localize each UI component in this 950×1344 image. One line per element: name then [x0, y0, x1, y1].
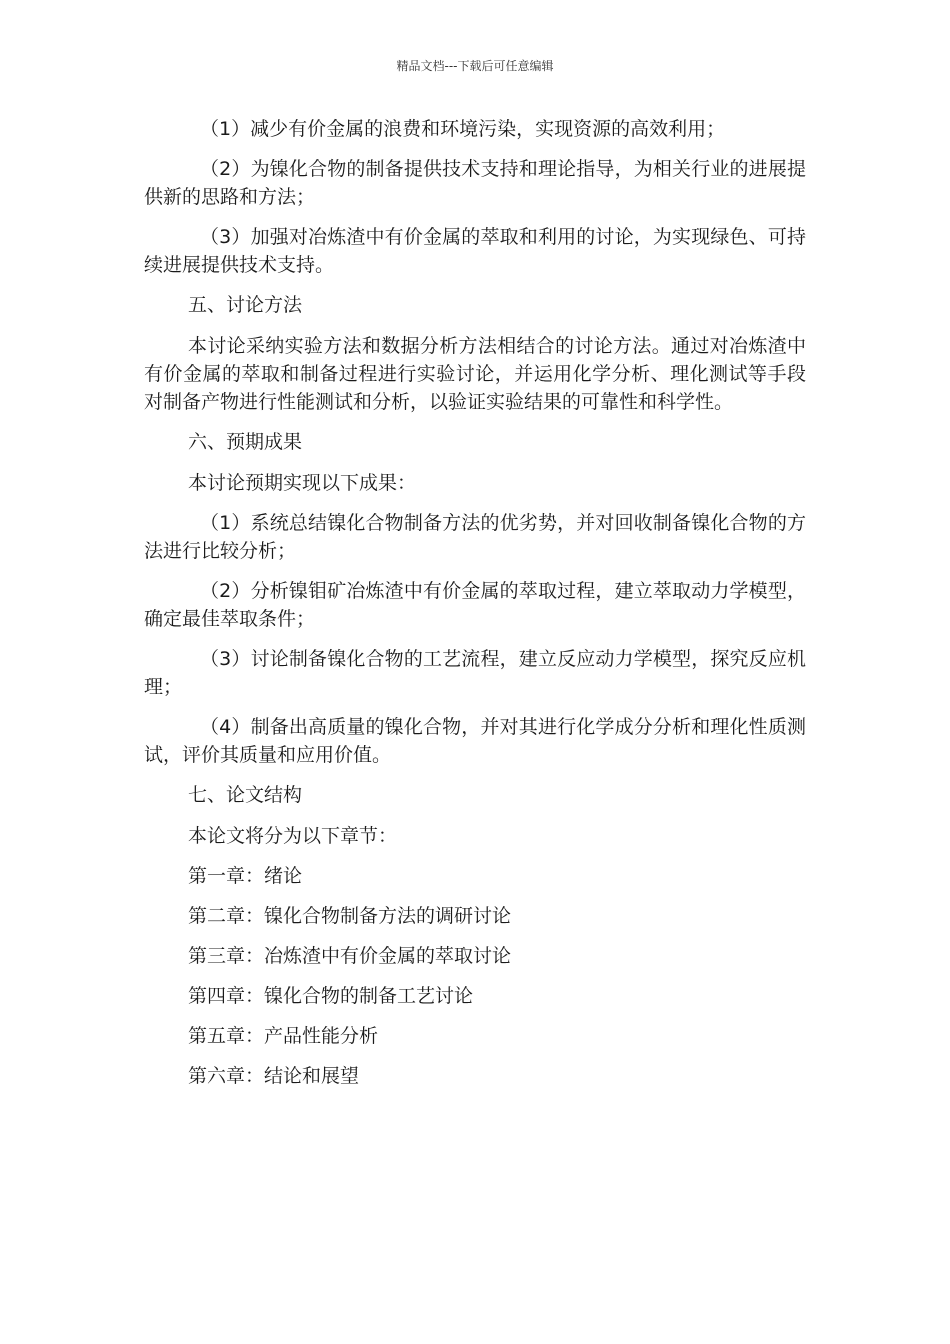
outcome-item-1: （1）系统总结镍化合物制备方法的优劣势，并对回收制备镍化合物的方法进行比较分析； — [144, 512, 806, 562]
chapter-2: 第二章：镍化合物制备方法的调研讨论 — [188, 905, 512, 927]
chapter-5: 第五章：产品性能分析 — [188, 1025, 379, 1047]
outcome-item-4: （4）制备出高质量的镍化合物，并对其进行化学成分分析和理化性质测试，评价其质量和应用价值。 — [144, 716, 806, 766]
chapter-4: 第四章：镍化合物的制备工艺讨论 — [188, 985, 474, 1007]
outcome-item-3: （3）讨论制备镍化合物的工艺流程，建立反应动力学模型，探究反应机理； — [144, 648, 806, 698]
outcomes-intro: 本讨论预期实现以下成果： — [188, 472, 417, 494]
section-heading-outcomes: 六、预期成果 — [188, 431, 303, 453]
goal-item-3: （3）加强对冶炼渣中有价金属的萃取和利用的讨论，为实现绿色、可持续进展提供技术支持。 — [144, 226, 806, 276]
section-heading-structure: 七、论文结构 — [188, 784, 303, 806]
goal-item-2: （2）为镍化合物的制备提供技术支持和理论指导，为相关行业的进展提供新的思路和方法； — [144, 158, 806, 208]
chapter-3: 第三章：冶炼渣中有价金属的萃取讨论 — [188, 945, 512, 967]
chapter-1: 第一章：绪论 — [188, 865, 303, 887]
section-heading-methods: 五、讨论方法 — [188, 294, 303, 316]
chapter-6: 第六章：结论和展望 — [188, 1065, 360, 1087]
goal-item-1: （1）减少有价金属的浪费和环境污染，实现资源的高效利用； — [200, 118, 726, 140]
page-header: 精品文档---下载后可任意编辑 — [396, 59, 554, 73]
structure-intro: 本论文将分为以下章节： — [188, 825, 398, 847]
methods-paragraph: 本讨论采纳实验方法和数据分析方法相结合的讨论方法。通过对冶炼渣中有价金属的萃取和制备过程进行实验讨论，并运用化学分析、理化测试等手段对制备产物进行性能测试和分析，以验证实验结果的可靠性和科学性。 — [144, 335, 806, 413]
document-body — [144, 115, 806, 1102]
outcome-item-2: （2）分析镍钼矿冶炼渣中有价金属的萃取过程，建立萃取动力学模型，确定最佳萃取条件； — [144, 580, 806, 630]
